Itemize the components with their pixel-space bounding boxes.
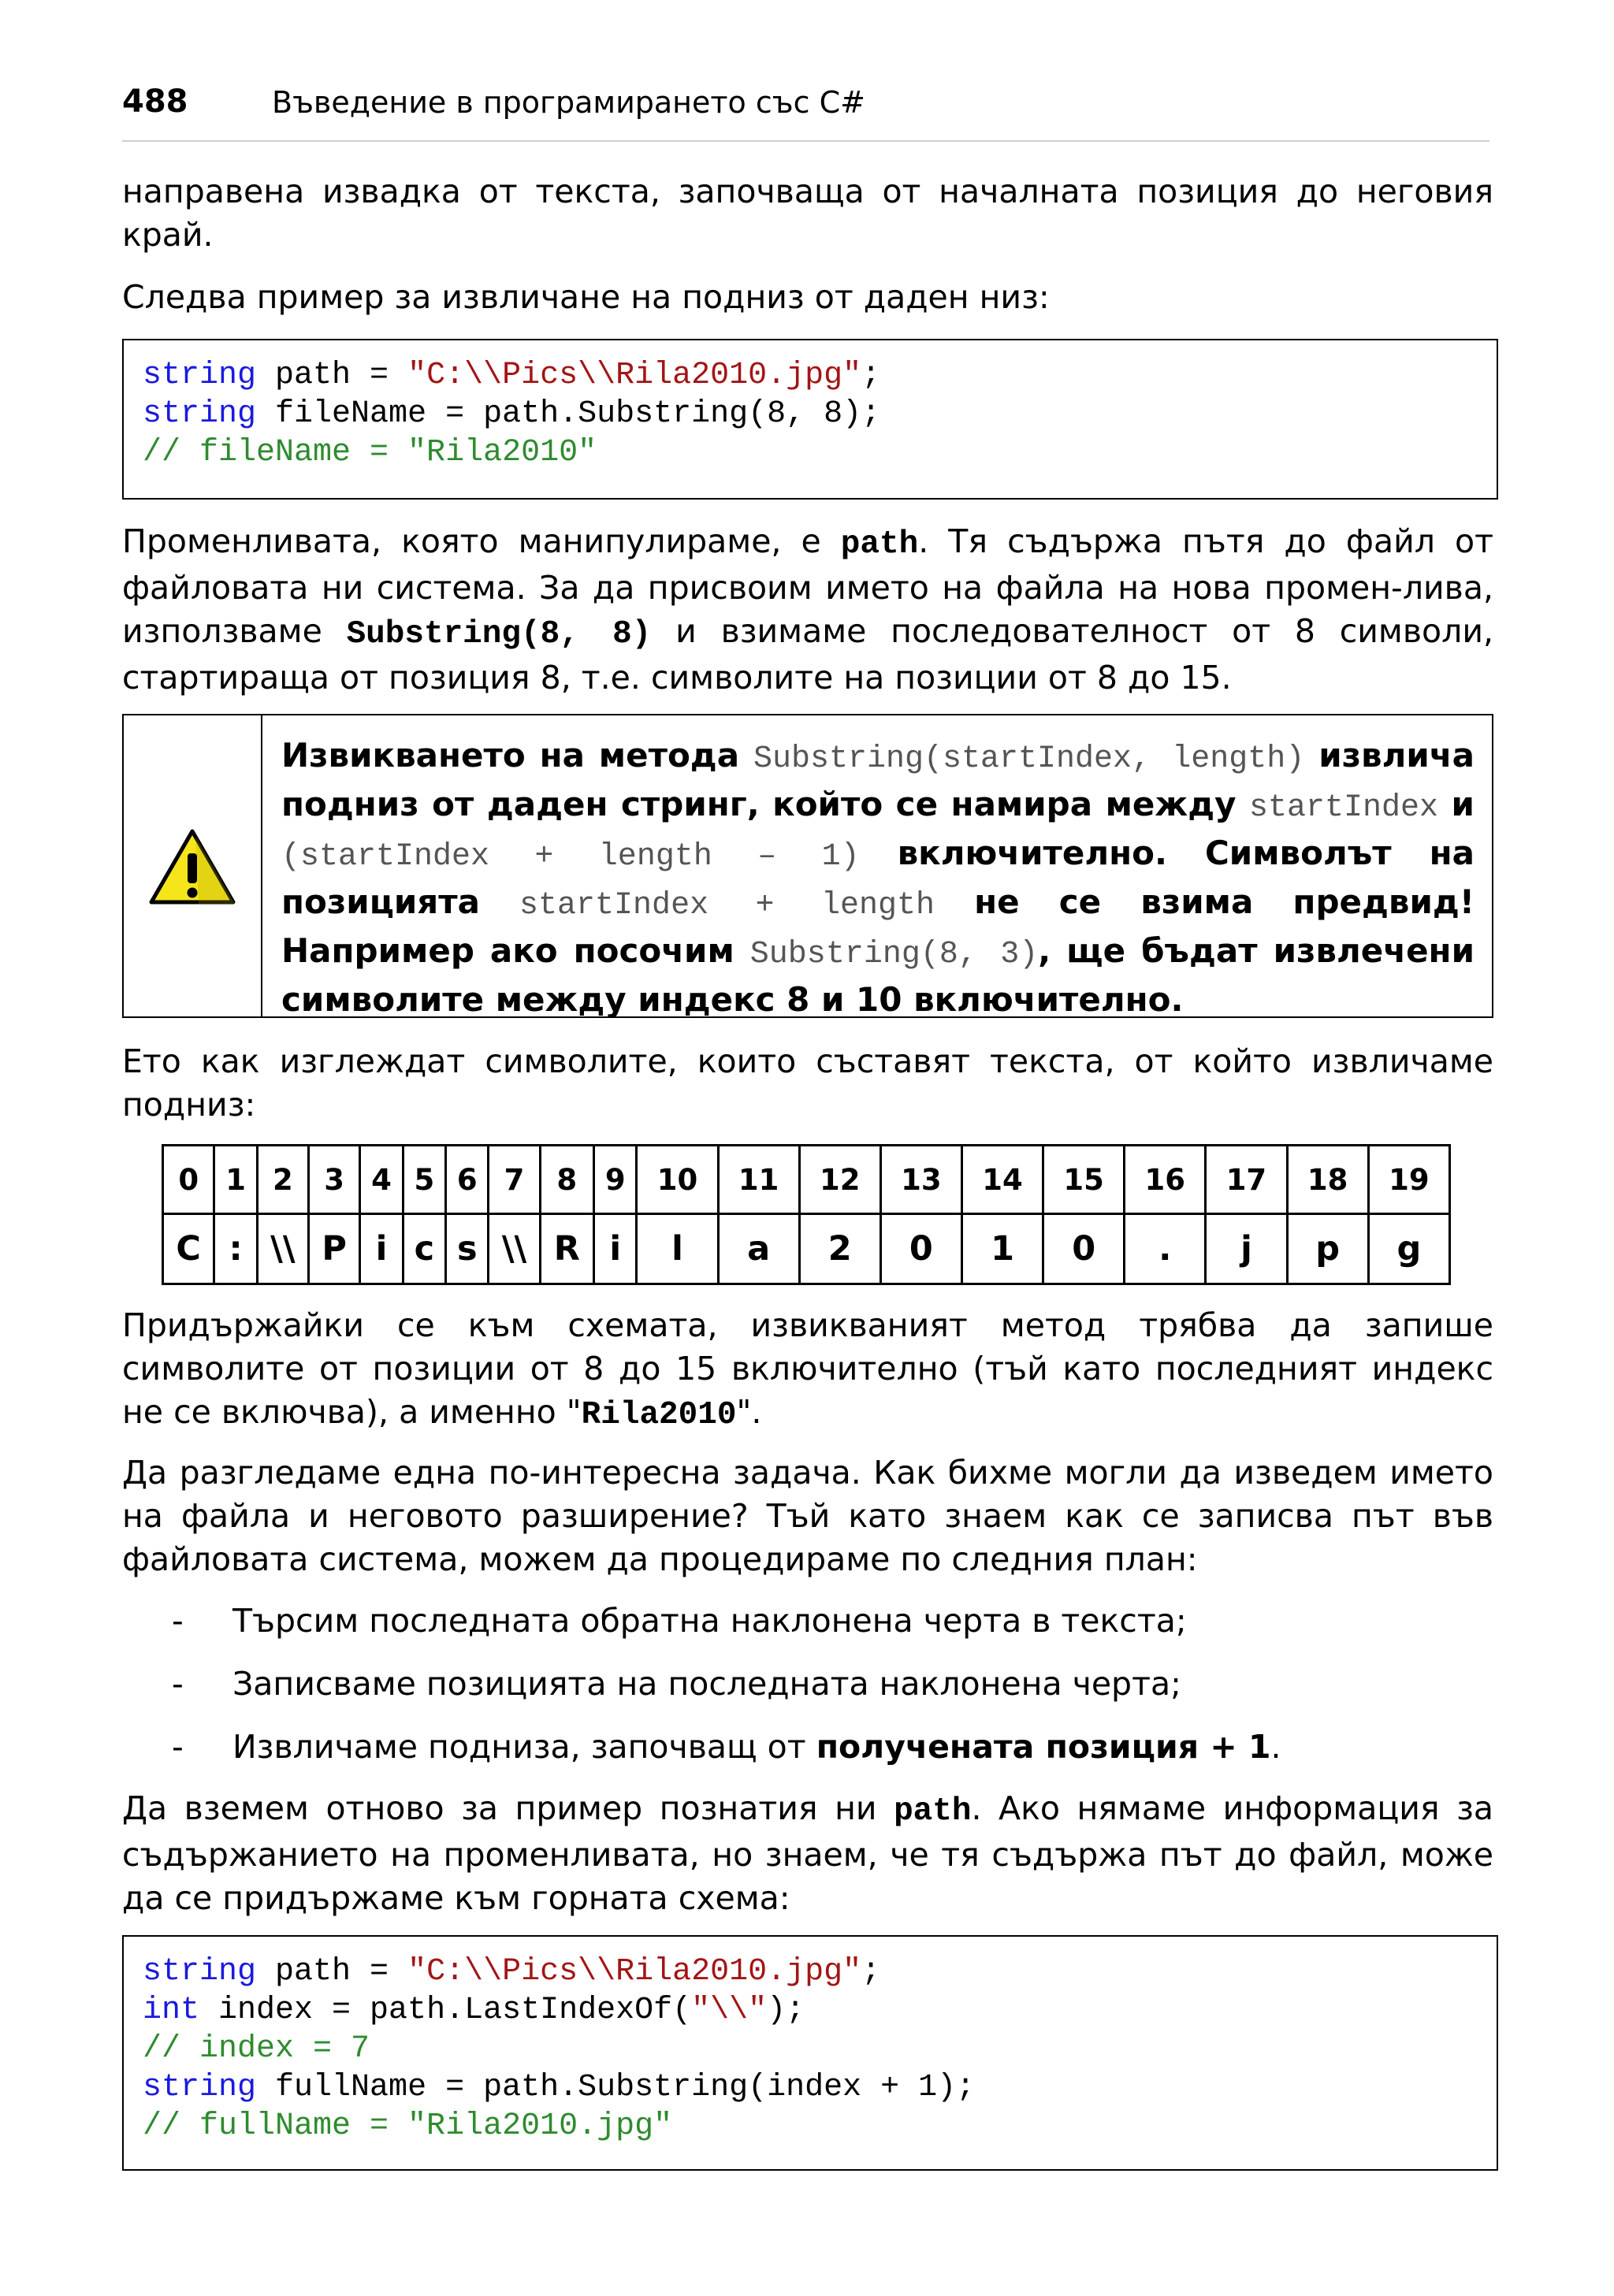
bullet-list — [122, 1599, 1493, 1789]
text: Да вземем отново за пример познатия ни — [122, 1789, 894, 1827]
bullet-dash: - — [172, 1728, 184, 1766]
char-cell: i — [593, 1214, 636, 1284]
code-string: "C:\\Pics\\Rila2010.jpg" — [407, 358, 862, 393]
text: Придържайки се към схемата, извикваният метод трябва да запише символите от позиции от 8 до 15 включително (тъй като последният индекс не се включва), а именно " — [122, 1306, 1493, 1431]
text: Променливата, която манипулираме, е — [122, 522, 841, 560]
code-comment: // index = 7 — [143, 2031, 370, 2067]
char-cell: 2 — [799, 1214, 880, 1284]
index-cell: 6 — [446, 1146, 489, 1214]
text: Записваме позицията на последната наклонена черта; — [232, 1665, 1181, 1703]
text: , ще бъдат извлечени символите между индекс 8 и 10 включително. — [281, 931, 1475, 1019]
char-cell: c — [403, 1214, 445, 1284]
paragraph-3 — [122, 520, 1493, 700]
index-cell: 19 — [1368, 1146, 1449, 1214]
page-number: 488 — [122, 84, 188, 120]
index-cell: 9 — [593, 1146, 636, 1214]
index-cell: 3 — [308, 1146, 359, 1214]
char-row — [163, 1214, 1450, 1284]
char-cell: l — [637, 1214, 718, 1284]
paragraph-5 — [122, 1304, 1493, 1437]
code-string: "C:\\Pics\\Rila2010.jpg" — [407, 1954, 862, 1989]
page-header — [122, 79, 1489, 142]
inline-code: Rila2010 — [581, 1397, 737, 1433]
index-cell: 10 — [637, 1146, 718, 1214]
char-cell: a — [718, 1214, 799, 1284]
char-cell: 0 — [1043, 1214, 1125, 1284]
paragraph-4: Ето как изглеждат символите, които съставят текста, от който извличаме подниз: — [122, 1042, 1493, 1124]
char-cell: C — [163, 1214, 214, 1284]
char-cell: : — [214, 1214, 257, 1284]
char-cell: i — [360, 1214, 403, 1284]
index-cell: 18 — [1287, 1146, 1368, 1214]
text: . — [1270, 1728, 1281, 1766]
index-cell: 4 — [360, 1146, 403, 1214]
index-cell: 5 — [403, 1146, 445, 1214]
index-cell: 7 — [489, 1146, 540, 1214]
text: и взимаме последователност от 8 символи, стартираща от позиция 8, т.е. символите на позиции от 8 до 15. — [122, 612, 1493, 697]
inline-code: startIndex — [1249, 790, 1439, 826]
code-keyword: string — [143, 2070, 257, 2105]
char-cell: 1 — [961, 1214, 1043, 1284]
text: включително. Символът на позицията — [281, 834, 1475, 921]
inline-code: (startIndex + length – 1) — [281, 839, 860, 875]
text: Извличаме подниза, започващ от — [232, 1728, 816, 1766]
char-cell: j — [1206, 1214, 1287, 1284]
text: извлича подниз от даден стринг, който се намира между — [281, 736, 1475, 823]
code-string: "\\" — [691, 1993, 768, 2028]
text: Извикването на метода — [281, 736, 753, 775]
code-text: fullName = path.Substring(index + 1); — [256, 2070, 976, 2105]
char-cell: \\ — [257, 1214, 308, 1284]
code-block-1 — [122, 339, 1498, 500]
paragraph-1: направена извадка от текста, започваща от началната позиция до неговия край. — [122, 173, 1493, 254]
char-cell: P — [308, 1214, 359, 1284]
list-item — [122, 1663, 1493, 1706]
index-cell: 1 — [214, 1146, 257, 1214]
index-cell: 11 — [718, 1146, 799, 1214]
bullet-dash: - — [172, 1602, 184, 1640]
char-cell: \\ — [489, 1214, 540, 1284]
warning-text — [262, 715, 1492, 1019]
index-cell: 2 — [257, 1146, 308, 1214]
text: . Тя съдържа пътя до файл от файловата ни система. За да присвоим името на файла на нова промен-лива, използваме — [122, 522, 1493, 650]
index-cell: 13 — [880, 1146, 961, 1214]
code-text: index = path.LastIndexOf( — [199, 1993, 692, 2028]
code-text: ); — [767, 1993, 805, 2028]
code-keyword: int — [143, 1993, 200, 2028]
code-keyword: string — [143, 1954, 257, 1989]
list-item — [122, 1599, 1493, 1643]
index-cell: 17 — [1206, 1146, 1287, 1214]
code-block-2 — [122, 1935, 1498, 2171]
index-table — [162, 1144, 1451, 1285]
code-text: path = — [256, 1954, 408, 1989]
char-cell: R — [540, 1214, 593, 1284]
char-cell: p — [1287, 1214, 1368, 1284]
paragraph-7 — [122, 1787, 1493, 1920]
index-row — [163, 1146, 1450, 1214]
code-text: fileName = path.Substring(8, 8); — [256, 396, 881, 432]
inline-code: Substring(8, 3) — [749, 937, 1039, 972]
text: не се взима предвид! Например ако посочим — [281, 882, 1475, 970]
inline-code: path — [840, 526, 919, 563]
code-text: ; — [861, 1954, 881, 1989]
text: Търсим последната обратна наклонена черта в текста; — [232, 1602, 1187, 1640]
index-cell: 8 — [540, 1146, 593, 1214]
index-cell: 16 — [1125, 1146, 1206, 1214]
warning-icon — [147, 823, 238, 908]
code-comment: // fullName = "Rila2010.jpg" — [143, 2108, 673, 2144]
index-cell: 12 — [799, 1146, 880, 1214]
code-comment: // fileName = "Rila2010" — [143, 435, 597, 470]
code-text: path = — [256, 358, 408, 393]
index-cell: 0 — [163, 1146, 214, 1214]
index-cell: 15 — [1043, 1146, 1125, 1214]
text: ". — [736, 1393, 762, 1431]
inline-code: Substring(startIndex, length) — [753, 741, 1305, 777]
inline-code: path — [894, 1793, 972, 1830]
index-cell: 14 — [961, 1146, 1043, 1214]
char-cell: . — [1125, 1214, 1206, 1284]
warning-icon-cell — [124, 715, 262, 1016]
text: . Ако нямаме информация за съдържанието на променливата, но знаем, че тя съдържа път до файл, може да се придържаме към горната схема: — [122, 1789, 1493, 1917]
paragraph-6: Да разгледаме една по-интересна задача. Как бихме могли да изведем името на файла и неговото разширение? Тъй като знаем как се записва път във файловата система, можем да процедираме по следния план: — [122, 1454, 1493, 1578]
paragraph-2: Следва пример за извличане на подниз от даден низ: — [122, 278, 1050, 316]
bullet-dash: - — [172, 1665, 184, 1703]
code-text: ; — [861, 358, 881, 393]
char-cell: g — [1368, 1214, 1449, 1284]
inline-code: Substring(8, 8) — [346, 616, 652, 652]
warning-box — [122, 714, 1493, 1018]
bold-text: получената позиция + 1 — [816, 1728, 1271, 1766]
char-cell: s — [446, 1214, 489, 1284]
code-keyword: string — [143, 396, 257, 432]
running-title: Въведение в програмирането със C# — [272, 85, 865, 120]
list-item — [122, 1726, 1493, 1769]
char-cell: 0 — [880, 1214, 961, 1284]
code-keyword: string — [143, 358, 257, 393]
text: и — [1438, 785, 1475, 823]
inline-code: startIndex + length — [519, 888, 935, 923]
